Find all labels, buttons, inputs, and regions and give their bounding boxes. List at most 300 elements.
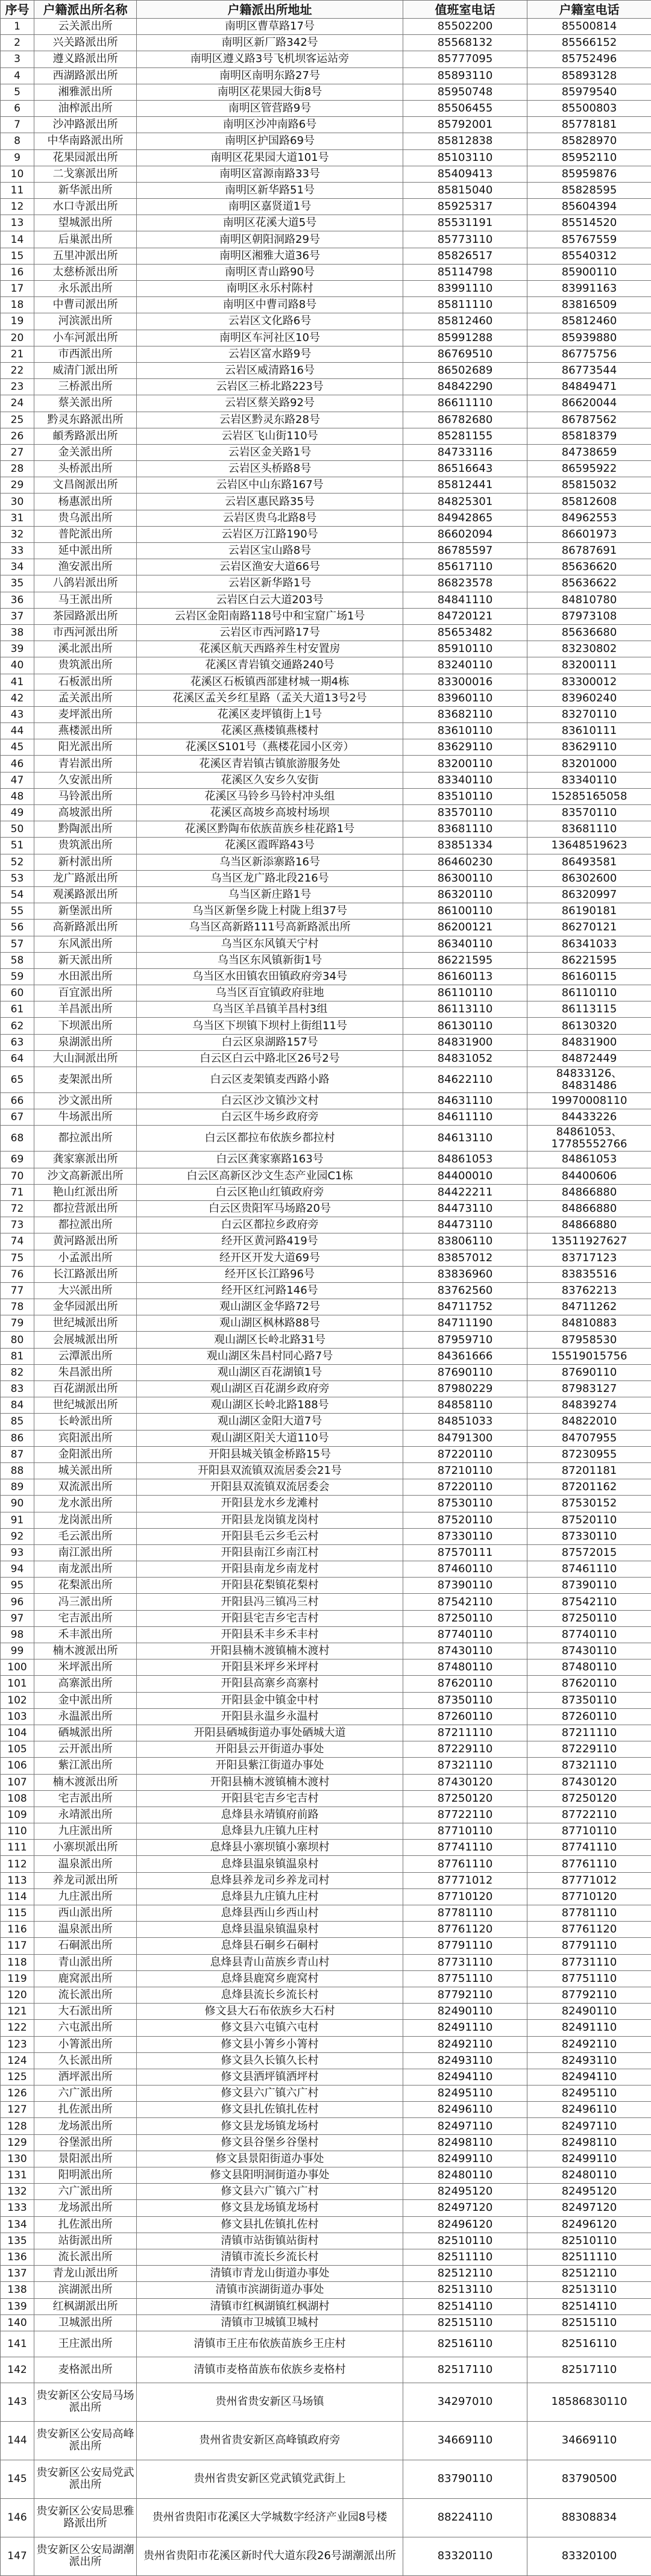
- cell-station-address: 贵州省贵阳市花溪区新时代大道东段26号湖潮派出所: [137, 2537, 403, 2575]
- cell-station-address: 南明区嘉贤道1号: [137, 199, 403, 215]
- header-duty-phone: 值班室电话: [403, 1, 527, 19]
- cell-registry-phone: 84822010: [527, 1414, 651, 1430]
- cell-station-name: 阳明派出所: [34, 2167, 137, 2184]
- cell-duty-phone: 86502689: [403, 362, 527, 378]
- table-row: [1, 1676, 651, 1692]
- cell-station-address: 乌当区高新路111号高新路派出所: [137, 920, 403, 936]
- cell-station-address: 观山湖区金华路72号: [137, 1299, 403, 1315]
- cell-duty-phone: 83320110: [403, 2537, 527, 2575]
- cell-station-name: 頔秀路派出所: [34, 428, 137, 444]
- cell-seq: 52: [1, 854, 34, 870]
- cell-duty-phone: 85812838: [403, 133, 527, 149]
- cell-seq: 58: [1, 952, 34, 968]
- table-row: [1, 903, 651, 920]
- cell-seq: 5: [1, 84, 34, 100]
- table-row: [1, 2004, 651, 2020]
- cell-station-name: 黔陶派出所: [34, 821, 137, 838]
- cell-station-address: 南明区沙冲南路6号: [137, 117, 403, 133]
- table-row: [1, 1479, 651, 1496]
- cell-station-name: 西湖路派出所: [34, 67, 137, 84]
- cell-duty-phone: 84622110: [403, 1067, 527, 1093]
- cell-duty-phone: 85568132: [403, 35, 527, 51]
- cell-station-name: 普陀派出所: [34, 526, 137, 542]
- cell-seq: 91: [1, 1512, 34, 1528]
- cell-registry-phone: 82496110: [527, 2102, 651, 2118]
- cell-duty-phone: 86100110: [403, 903, 527, 920]
- cell-duty-phone: 87530110: [403, 1496, 527, 1512]
- cell-seq: 47: [1, 772, 34, 788]
- table-row: [1, 1109, 651, 1126]
- cell-station-address: 观山湖区长岭北路31号: [137, 1332, 403, 1348]
- cell-registry-phone: 86302600: [527, 870, 651, 886]
- cell-registry-phone: 87430110: [527, 1643, 651, 1659]
- cell-seq: 33: [1, 543, 34, 559]
- cell-seq: 79: [1, 1315, 34, 1332]
- table-row: [1, 1888, 651, 1905]
- cell-duty-phone: 82495120: [403, 2184, 527, 2200]
- cell-station-name: 世纪城派出所: [34, 1315, 137, 1332]
- cell-station-name: 双流派出所: [34, 1479, 137, 1496]
- cell-registry-phone: 84849471: [527, 379, 651, 395]
- cell-station-name: 都拉派出所: [34, 1217, 137, 1233]
- cell-station-name: 小箐派出所: [34, 2036, 137, 2052]
- cell-seq: 71: [1, 1184, 34, 1200]
- table-row: [1, 805, 651, 821]
- cell-seq: 144: [1, 2421, 34, 2460]
- table-row: [1, 346, 651, 362]
- cell-station-address: 云岩区渔安大道66号: [137, 559, 403, 575]
- cell-registry-phone: 83991163: [527, 281, 651, 297]
- cell-station-address: 息烽县青山苗族乡青山村: [137, 1954, 403, 1970]
- cell-duty-phone: 84422211: [403, 1184, 527, 1200]
- table-row: [1, 2249, 651, 2265]
- cell-station-name: 久安派出所: [34, 772, 137, 788]
- cell-station-address: 南明区富源南路33号: [137, 166, 403, 182]
- cell-station-address: 开阳县宅吉乡宅吉村: [137, 1610, 403, 1626]
- cell-station-name: 百花湖派出所: [34, 1381, 137, 1397]
- cell-registry-phone: 82517110: [527, 2357, 651, 2383]
- cell-station-address: 贵州省贵安新区高峰镇政府旁: [137, 2421, 403, 2460]
- cell-duty-phone: 83340110: [403, 772, 527, 788]
- cell-station-name: 沙文派出所: [34, 1093, 137, 1109]
- cell-registry-phone: 86601973: [527, 526, 651, 542]
- cell-station-address: 开阳县南江乡南江村: [137, 1544, 403, 1561]
- cell-station-name: 流长派出所: [34, 2249, 137, 2265]
- cell-duty-phone: 85281155: [403, 428, 527, 444]
- cell-registry-phone: 82492110: [527, 2036, 651, 2052]
- cell-station-name: 太慈桥派出所: [34, 264, 137, 280]
- cell-duty-phone: 87741110: [403, 1840, 527, 1856]
- cell-station-name: 南江派出所: [34, 1544, 137, 1561]
- cell-station-address: 经开区红河路146号: [137, 1282, 403, 1299]
- table-row: [1, 1725, 651, 1741]
- cell-station-address: 云岩区金关路1号: [137, 444, 403, 460]
- cell-registry-phone: 13648519623: [527, 838, 651, 854]
- cell-station-address: 乌当区龙广路北段216号: [137, 870, 403, 886]
- table-row: [1, 772, 651, 788]
- cell-station-address: 清镇市流长乡流长村: [137, 2249, 403, 2265]
- cell-duty-phone: 87781110: [403, 1905, 527, 1922]
- cell-registry-phone: 85815032: [527, 477, 651, 494]
- cell-station-name: 硒城派出所: [34, 1725, 137, 1741]
- cell-station-name: 洒坪派出所: [34, 2069, 137, 2085]
- cell-duty-phone: 82480110: [403, 2167, 527, 2184]
- table-row: [1, 1364, 651, 1380]
- cell-station-name: 花果园派出所: [34, 149, 137, 166]
- table-row: [1, 477, 651, 494]
- cell-registry-phone: 83762213: [527, 1282, 651, 1299]
- cell-station-address: 乌当区东风镇新街1号: [137, 952, 403, 968]
- cell-station-name: 谷堡派出所: [34, 2134, 137, 2151]
- table-row: [1, 657, 651, 674]
- table-row: [1, 149, 651, 166]
- cell-registry-phone: 87572015: [527, 1544, 651, 1561]
- cell-duty-phone: 86221595: [403, 952, 527, 968]
- cell-registry-phone: 83340110: [527, 772, 651, 788]
- cell-registry-phone: 83320100: [527, 2537, 651, 2575]
- cell-seq: 1: [1, 19, 34, 35]
- cell-duty-phone: 85792001: [403, 117, 527, 133]
- cell-station-address: 云岩区惠民路35号: [137, 494, 403, 510]
- cell-duty-phone: 83510110: [403, 788, 527, 804]
- cell-seq: 98: [1, 1626, 34, 1643]
- cell-duty-phone: 86602094: [403, 526, 527, 542]
- cell-station-name: 朱昌派出所: [34, 1364, 137, 1380]
- cell-registry-phone: 84861053: [527, 1152, 651, 1168]
- cell-seq: 82: [1, 1364, 34, 1380]
- table-row: [1, 723, 651, 739]
- cell-seq: 66: [1, 1093, 34, 1109]
- cell-seq: 83: [1, 1381, 34, 1397]
- cell-station-name: 艳山红派出所: [34, 1184, 137, 1200]
- table-row: [1, 2357, 651, 2383]
- table-row: [1, 1414, 651, 1430]
- cell-station-address: 花溪区麦坪镇街上1号: [137, 706, 403, 722]
- cell-seq: 38: [1, 624, 34, 641]
- cell-station-name: 渔安派出所: [34, 559, 137, 575]
- cell-duty-phone: 83790110: [403, 2460, 527, 2498]
- cell-duty-phone: 87761120: [403, 1922, 527, 1938]
- cell-registry-phone: 87771012: [527, 1872, 651, 1888]
- cell-seq: 129: [1, 2134, 34, 2151]
- cell-station-address: 白云区牛场乡政府旁: [137, 1109, 403, 1126]
- table-row: [1, 1067, 651, 1093]
- cell-station-address: 开阳县永温乡永温村: [137, 1708, 403, 1725]
- cell-seq: 12: [1, 199, 34, 215]
- cell-seq: 26: [1, 428, 34, 444]
- cell-registry-phone: 82499110: [527, 2151, 651, 2167]
- table-row: [1, 641, 651, 657]
- cell-registry-phone: 85604394: [527, 199, 651, 215]
- cell-registry-phone: 86130320: [527, 1018, 651, 1034]
- cell-seq: 53: [1, 870, 34, 886]
- table-row: [1, 1872, 651, 1888]
- cell-seq: 30: [1, 494, 34, 510]
- table-row: [1, 1970, 651, 1987]
- table-row: [1, 2167, 651, 2184]
- cell-station-address: 花溪区青岩镇交通路240号: [137, 657, 403, 674]
- cell-registry-phone: 87781110: [527, 1905, 651, 1922]
- cell-station-address: 贵州省贵阳市花溪区大学城数字经济产业园8号楼: [137, 2498, 403, 2537]
- cell-seq: 45: [1, 739, 34, 756]
- cell-station-name: 文昌阁派出所: [34, 477, 137, 494]
- cell-station-name: 城关派出所: [34, 1462, 137, 1479]
- table-row: [1, 264, 651, 280]
- cell-seq: 74: [1, 1233, 34, 1250]
- cell-seq: 49: [1, 805, 34, 821]
- table-row: [1, 330, 651, 346]
- cell-station-name: 永乐派出所: [34, 281, 137, 297]
- cell-station-address: 南明区朝阳洞路29号: [137, 231, 403, 248]
- cell-duty-phone: 86460230: [403, 854, 527, 870]
- cell-station-name: 米坪派出所: [34, 1659, 137, 1676]
- cell-duty-phone: 86340110: [403, 936, 527, 952]
- cell-registry-phone: 85900110: [527, 264, 651, 280]
- cell-duty-phone: 82513110: [403, 2282, 527, 2298]
- cell-registry-phone: 87229110: [527, 1741, 651, 1758]
- cell-station-address: 花溪区石板镇西部建材城一期4栋: [137, 674, 403, 690]
- cell-registry-phone: 84810780: [527, 592, 651, 608]
- cell-seq: 110: [1, 1823, 34, 1840]
- table-row: [1, 1034, 651, 1050]
- cell-duty-phone: 83851334: [403, 838, 527, 854]
- cell-duty-phone: 82517110: [403, 2357, 527, 2383]
- cell-registry-phone: 15519015756: [527, 1348, 651, 1364]
- cell-station-name: 三桥派出所: [34, 379, 137, 395]
- table-row: [1, 1496, 651, 1512]
- cell-station-address: 乌当区东风镇天宁村: [137, 936, 403, 952]
- cell-duty-phone: 87620110: [403, 1676, 527, 1692]
- table-row: [1, 1332, 651, 1348]
- cell-station-address: 开阳县楠木渡镇楠木渡村: [137, 1774, 403, 1790]
- table-row: [1, 1790, 651, 1807]
- cell-duty-phone: 87740110: [403, 1626, 527, 1643]
- cell-registry-phone: 82497110: [527, 2118, 651, 2134]
- cell-registry-phone: 82497120: [527, 2200, 651, 2216]
- cell-seq: 132: [1, 2184, 34, 2200]
- cell-duty-phone: 84711752: [403, 1299, 527, 1315]
- cell-seq: 34: [1, 559, 34, 575]
- cell-duty-phone: 82496110: [403, 2102, 527, 2118]
- cell-registry-phone: 34669110: [527, 2421, 651, 2460]
- cell-station-address: 修文县谷堡乡谷堡村: [137, 2134, 403, 2151]
- cell-duty-phone: 84831900: [403, 1034, 527, 1050]
- cell-registry-phone: 85952110: [527, 149, 651, 166]
- cell-station-address: 南明区新厂路342号: [137, 35, 403, 51]
- cell-seq: 63: [1, 1034, 34, 1050]
- cell-seq: 102: [1, 1692, 34, 1708]
- cell-registry-phone: 87761110: [527, 1856, 651, 1872]
- cell-station-address: 花溪区霞晖路43号: [137, 838, 403, 854]
- cell-registry-phone: 83610111: [527, 723, 651, 739]
- cell-station-name: 王庄派出所: [34, 2331, 137, 2357]
- table-row: [1, 1168, 651, 1184]
- cell-station-address: 清镇市滨湖街道办事处: [137, 2282, 403, 2298]
- cell-seq: 11: [1, 182, 34, 198]
- cell-duty-phone: 87480110: [403, 1659, 527, 1676]
- cell-registry-phone: 83629110: [527, 739, 651, 756]
- cell-station-name: 高新路派出所: [34, 920, 137, 936]
- cell-station-name: 龙水派出所: [34, 1496, 137, 1512]
- cell-seq: 99: [1, 1643, 34, 1659]
- cell-station-name: 观溪路派出所: [34, 886, 137, 903]
- cell-duty-phone: 85991288: [403, 330, 527, 346]
- cell-registry-phone: 85500803: [527, 100, 651, 116]
- cell-station-address: 修文县久长镇久长村: [137, 2052, 403, 2069]
- table-row: [1, 1184, 651, 1200]
- cell-station-name: 紫江派出所: [34, 1758, 137, 1774]
- cell-station-address: 开阳县龙岗镇龙岗村: [137, 1512, 403, 1528]
- cell-station-name: 站街派出所: [34, 2233, 137, 2249]
- cell-station-name: 景阳派出所: [34, 2151, 137, 2167]
- cell-duty-phone: 83682110: [403, 706, 527, 722]
- cell-registry-phone: 82513110: [527, 2282, 651, 2298]
- cell-seq: 35: [1, 575, 34, 592]
- cell-duty-phone: 85811110: [403, 297, 527, 313]
- cell-station-address: 南明区湘雅大道36号: [137, 248, 403, 264]
- cell-station-name: 会展城派出所: [34, 1332, 137, 1348]
- cell-seq: 59: [1, 968, 34, 985]
- cell-duty-phone: 83857012: [403, 1250, 527, 1266]
- cell-station-name: 水田派出所: [34, 968, 137, 985]
- table-row: [1, 821, 651, 838]
- table-row: [1, 2036, 651, 2052]
- cell-duty-phone: 82511110: [403, 2249, 527, 2265]
- table-row: [1, 2331, 651, 2357]
- cell-station-address: 经开区长江路96号: [137, 1266, 403, 1282]
- cell-duty-phone: 85910110: [403, 641, 527, 657]
- cell-station-name: 宅吉派出所: [34, 1610, 137, 1626]
- cell-station-address: 开阳县龙水乡龙滩村: [137, 1496, 403, 1512]
- cell-station-address: 修文县扎佐镇扎佐村: [137, 2102, 403, 2118]
- cell-registry-phone: 87250120: [527, 1790, 651, 1807]
- cell-station-address: 白云区泉湖路157号: [137, 1034, 403, 1050]
- table-row: [1, 1840, 651, 1856]
- cell-registry-phone: 86787691: [527, 543, 651, 559]
- cell-duty-phone: 87229110: [403, 1741, 527, 1758]
- cell-duty-phone: 85114798: [403, 264, 527, 280]
- cell-duty-phone: 86320110: [403, 886, 527, 903]
- table-row: [1, 1152, 651, 1168]
- cell-station-address: 观山湖区百花湖乡政府旁: [137, 1381, 403, 1397]
- cell-station-name: 兴关路派出所: [34, 35, 137, 51]
- cell-station-name: 延中派出所: [34, 543, 137, 559]
- cell-seq: 2: [1, 35, 34, 51]
- cell-duty-phone: 84733116: [403, 444, 527, 460]
- cell-registry-phone: 85636680: [527, 624, 651, 641]
- cell-seq: 75: [1, 1250, 34, 1266]
- cell-station-address: 云岩区富水路9号: [137, 346, 403, 362]
- cell-station-name: 龚家寨派出所: [34, 1152, 137, 1168]
- table-row: [1, 1774, 651, 1790]
- cell-duty-phone: 87959710: [403, 1332, 527, 1348]
- cell-station-name: 贵安新区公安局马场派出所: [34, 2383, 137, 2421]
- cell-seq: 51: [1, 838, 34, 854]
- cell-station-address: 观山湖区金阳大道7号: [137, 1414, 403, 1430]
- cell-duty-phone: 88224110: [403, 2498, 527, 2537]
- table-row: [1, 1643, 651, 1659]
- cell-registry-phone: 86110110: [527, 985, 651, 1001]
- cell-registry-phone: 87461110: [527, 1561, 651, 1578]
- cell-station-address: 清镇市青龙山街道办事处: [137, 2266, 403, 2282]
- cell-station-name: 阳光派出所: [34, 739, 137, 756]
- cell-station-name: 都拉派出所: [34, 1126, 137, 1152]
- table-row: [1, 1741, 651, 1758]
- cell-station-address: 乌当区新添寨路16号: [137, 854, 403, 870]
- table-row: [1, 1544, 651, 1561]
- cell-station-address: 清镇市站街镇站街村: [137, 2233, 403, 2249]
- cell-duty-phone: 87520110: [403, 1512, 527, 1528]
- cell-registry-phone: 84400606: [527, 1168, 651, 1184]
- cell-station-address: 云岩区三桥北路223号: [137, 379, 403, 395]
- table-row: [1, 1708, 651, 1725]
- cell-registry-phone: 87480110: [527, 1659, 651, 1676]
- cell-duty-phone: 86785597: [403, 543, 527, 559]
- cell-seq: 118: [1, 1954, 34, 1970]
- cell-seq: 3: [1, 51, 34, 67]
- cell-station-address: 修文县龙场镇龙场村: [137, 2200, 403, 2216]
- table-row: [1, 1856, 651, 1872]
- cell-station-name: 羊昌派出所: [34, 1001, 137, 1018]
- cell-station-name: 石硐派出所: [34, 1938, 137, 1954]
- cell-station-name: 中华南路派出所: [34, 133, 137, 149]
- cell-station-address: 观山湖区枫林路88号: [137, 1315, 403, 1332]
- cell-registry-phone: 82495110: [527, 2086, 651, 2102]
- cell-registry-phone: 87542110: [527, 1594, 651, 1610]
- cell-duty-phone: 85826517: [403, 248, 527, 264]
- cell-registry-phone: 85778181: [527, 117, 651, 133]
- cell-station-name: 马铃派出所: [34, 788, 137, 804]
- cell-seq: 4: [1, 67, 34, 84]
- cell-station-name: 青龙山派出所: [34, 2266, 137, 2282]
- cell-duty-phone: 84361666: [403, 1348, 527, 1364]
- cell-station-name: 都拉营派出所: [34, 1200, 137, 1217]
- cell-seq: 85: [1, 1414, 34, 1430]
- cell-station-name: 长岭派出所: [34, 1414, 137, 1430]
- cell-duty-phone: 84473110: [403, 1200, 527, 1217]
- cell-duty-phone: 85812460: [403, 313, 527, 330]
- cell-duty-phone: 82497110: [403, 2118, 527, 2134]
- cell-duty-phone: 86823578: [403, 575, 527, 592]
- cell-seq: 69: [1, 1152, 34, 1168]
- table-row: [1, 51, 651, 67]
- cell-duty-phone: 85777095: [403, 51, 527, 67]
- cell-station-name: 沙文高新派出所: [34, 1168, 137, 1184]
- cell-seq: 142: [1, 2357, 34, 2383]
- table-row: [1, 2460, 651, 2498]
- table-row: [1, 936, 651, 952]
- cell-station-name: 孟关派出所: [34, 690, 137, 706]
- cell-duty-phone: 83200110: [403, 756, 527, 772]
- table-row: [1, 1462, 651, 1479]
- cell-registry-phone: 82490110: [527, 2004, 651, 2020]
- cell-station-address: 云岩区万江路190号: [137, 526, 403, 542]
- cell-duty-phone: 84858110: [403, 1397, 527, 1414]
- cell-registry-phone: 83960240: [527, 690, 651, 706]
- table-row: [1, 1050, 651, 1067]
- table-row: [1, 2498, 651, 2537]
- cell-registry-phone: 87390110: [527, 1578, 651, 1594]
- cell-duty-phone: 85617110: [403, 559, 527, 575]
- cell-station-address: 花溪区久安乡久安街: [137, 772, 403, 788]
- cell-station-name: 泉湖派出所: [34, 1034, 137, 1050]
- cell-registry-phone: 86773544: [527, 362, 651, 378]
- table-row: [1, 395, 651, 412]
- cell-station-address: 开阳县硒城街道办事处硒城大道: [137, 1725, 403, 1741]
- cell-station-address: 开阳县双流镇双流居委会: [137, 1479, 403, 1496]
- table-row: [1, 920, 651, 936]
- cell-station-address: 白云区贵阳军马场路20号: [137, 1200, 403, 1217]
